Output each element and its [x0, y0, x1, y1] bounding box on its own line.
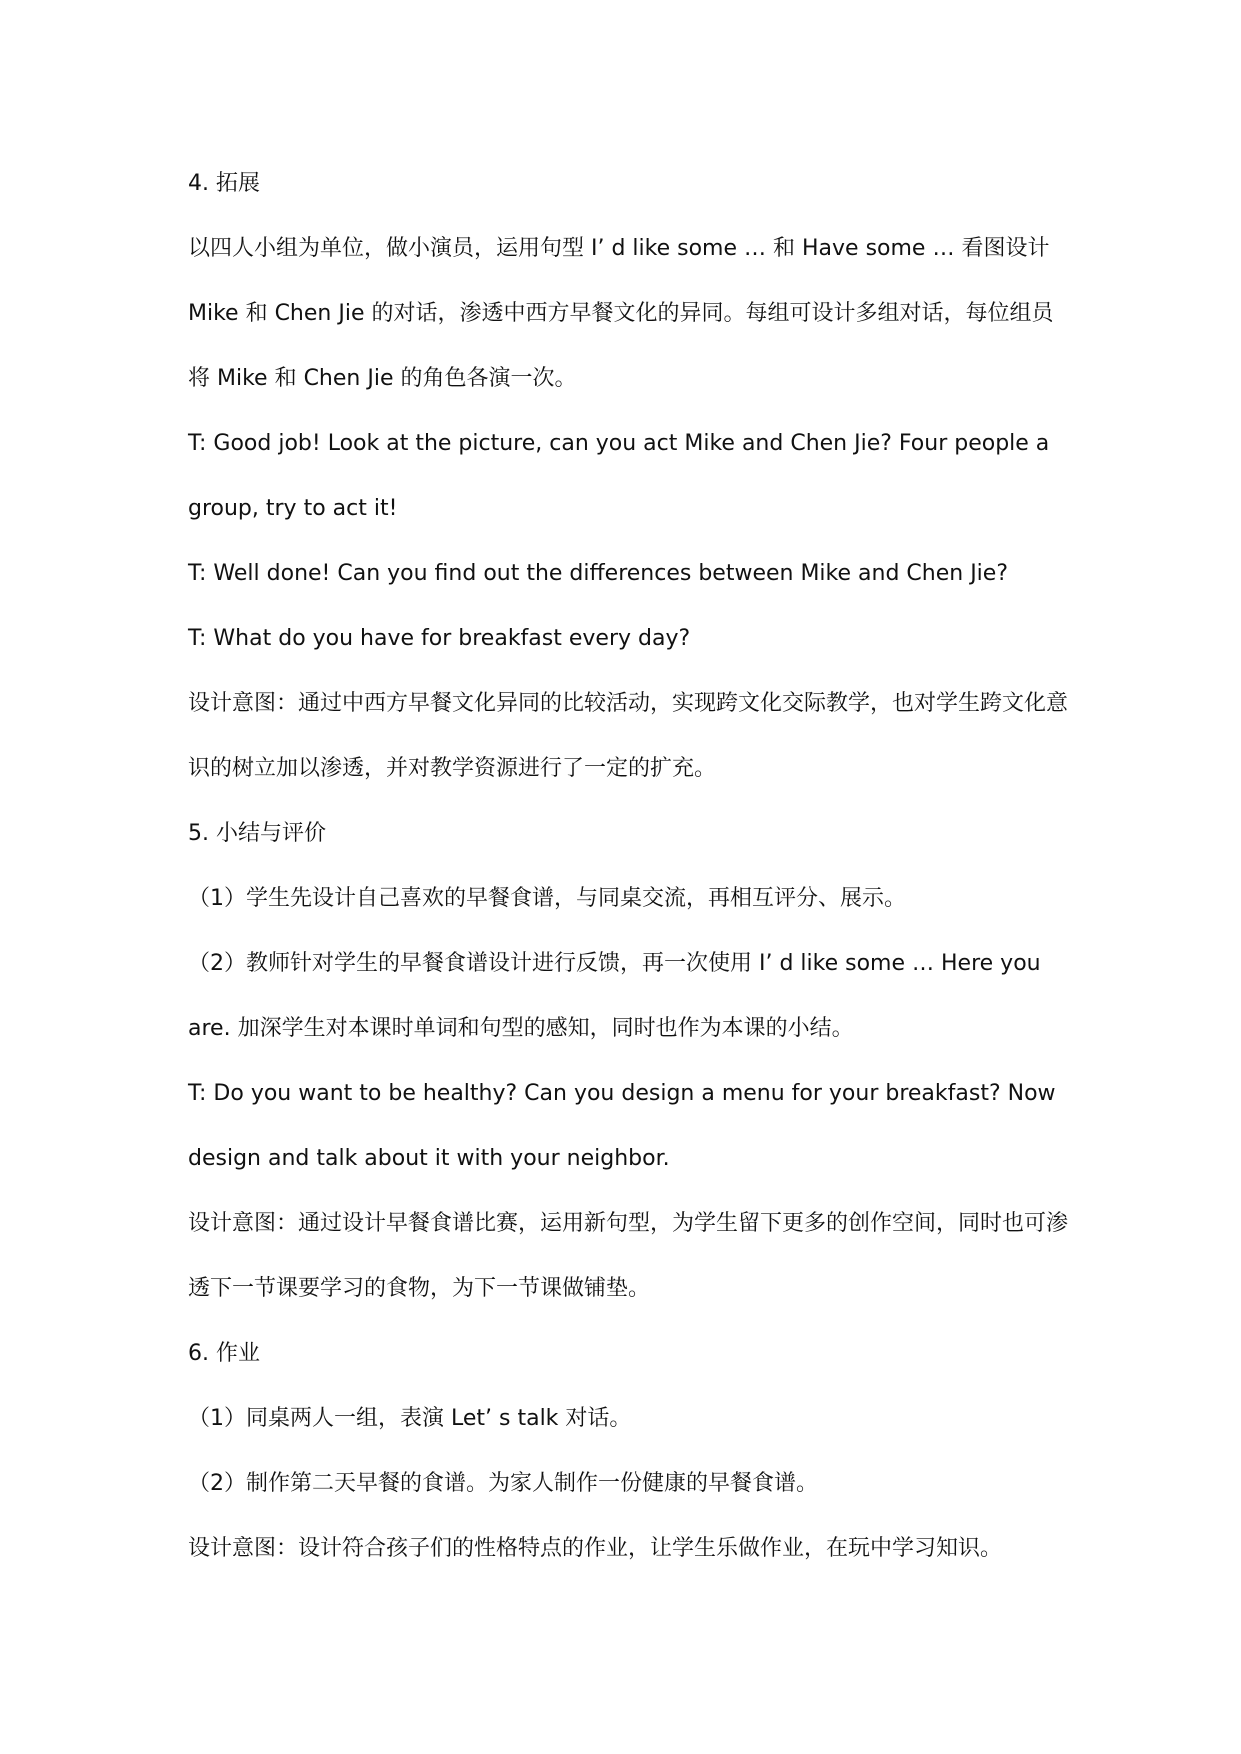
paragraph-line: Mike 和 Chen Jie 的对话，渗透中西方早餐文化的异同。每组可设计多组对话，每位组员	[188, 301, 1054, 326]
section-heading-extension: 4. 拓展	[188, 171, 260, 196]
paragraph-line: 识的树立加以渗透，并对教学资源进行了一定的扩充。	[188, 756, 717, 781]
paragraph-line: （2）制作第二天早餐的食谱。为家人制作一份健康的早餐食谱。	[188, 1471, 818, 1496]
paragraph-line: 设计意图：通过设计早餐食谱比赛，运用新句型，为学生留下更多的创作空间，同时也可渗	[188, 1211, 1069, 1236]
paragraph-line: 设计意图：设计符合孩子们的性格特点的作业，让学生乐做作业，在玩中学习知识。	[188, 1536, 1003, 1561]
paragraph-line: group, try to act it!	[188, 496, 398, 521]
paragraph-line: T: Well done! Can you find out the differences between Mike and Chen Jie?	[188, 561, 1009, 586]
paragraph-line: 以四人小组为单位，做小演员，运用句型 I’ d like some … 和 Have some … 看图设计	[188, 236, 1050, 261]
paragraph-line: T: Good job! Look at the picture, can you act Mike and Chen Jie? Four people a	[188, 431, 1050, 456]
paragraph-line: T: Do you want to be healthy? Can you design a menu for your breakfast? Now	[188, 1081, 1056, 1106]
paragraph-line: 将 Mike 和 Chen Jie 的角色各演一次。	[188, 366, 577, 391]
section-heading-summary: 5. 小结与评价	[188, 821, 326, 846]
paragraph-line: T: What do you have for breakfast every day?	[188, 626, 691, 651]
paragraph-line: design and talk about it with your neighbor.	[188, 1146, 670, 1171]
section-heading-homework: 6. 作业	[188, 1341, 260, 1366]
paragraph-line: are. 加深学生对本课时单词和句型的感知，同时也作为本课的小结。	[188, 1016, 854, 1041]
paragraph-line: （1）同桌两人一组，表演 Let’ s talk 对话。	[188, 1406, 632, 1431]
paragraph-line: （2）教师针对学生的早餐食谱设计进行反馈，再一次使用 I’ d like some … Here you	[188, 951, 1041, 976]
paragraph-line: （1）学生先设计自己喜欢的早餐食谱，与同桌交流，再相互评分、展示。	[188, 886, 906, 911]
paragraph-line: 透下一节课要学习的食物，为下一节课做铺垫。	[188, 1276, 651, 1301]
document-body	[188, 164, 1068, 1594]
paragraph-line: 设计意图：通过中西方早餐文化异同的比较活动，实现跨文化交际教学，也对学生跨文化意	[188, 691, 1069, 716]
